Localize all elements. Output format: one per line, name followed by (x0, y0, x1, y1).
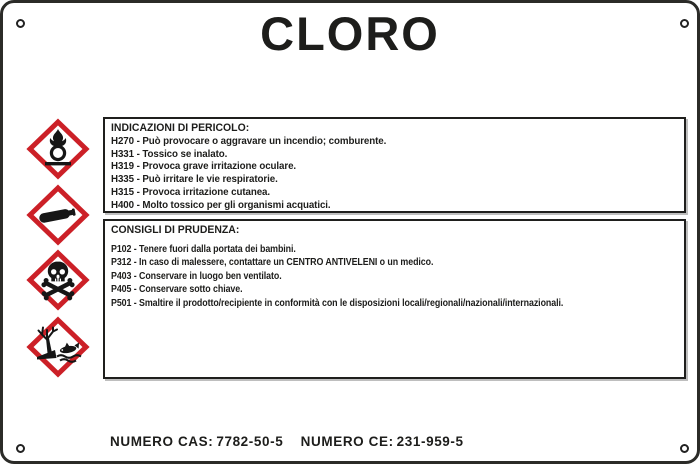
hazard-statement: H270 - Può provocare o aggravare un incendio; comburente. (111, 134, 387, 147)
cas-number-label: NUMERO CAS: (110, 434, 214, 449)
precaution-box-header: CONSIGLI DI PRUDENZA: (111, 224, 240, 236)
flame-over-circle-icon (26, 118, 90, 180)
registry-numbers (110, 434, 464, 449)
skull-and-crossbones-icon (26, 249, 90, 311)
hazard-statement: H331 - Tossico se inalato. (111, 147, 228, 160)
hazard-statement: H335 - Può irritare le vie respiratorie. (111, 173, 278, 186)
ce-number-value: 231-959-5 (396, 434, 464, 449)
hazard-statement: H400 - Molto tossico per gli organismi acquatici. (111, 198, 331, 211)
hazard-statement: H319 - Provoca grave irritazione oculare. (111, 160, 297, 173)
precaution-statement: P102 - Tenere fuori dalla portata dei bambini. (111, 243, 296, 255)
precaution-statement: P403 - Conservare in luogo ben ventilato. (111, 269, 282, 282)
page-title: CLORO (260, 7, 440, 60)
precaution-statements-box (103, 219, 686, 379)
gas-cylinder-icon (26, 184, 90, 246)
ce-number-label: NUMERO CE: (300, 434, 394, 449)
precaution-statement: P312 - In caso di malessere, contattare un CENTRO ANTIVELENI o un medico. (111, 256, 434, 269)
screw-hole-bottom-left (16, 444, 25, 453)
hazard-statements-box (103, 117, 686, 213)
cas-number-value: 7782-50-5 (216, 434, 284, 449)
precaution-statement: P405 - Conservare sotto chiave. (111, 283, 243, 296)
precaution-statement: P501 - Smaltire il prodotto/recipiente in conformità con le disposizioni locali/regionali/nazionali/internazionali. (111, 296, 564, 309)
hazard-box-header: INDICAZIONI DI PERICOLO: (111, 122, 250, 134)
hazard-statement: H315 - Provoca irritazione cutanea. (111, 185, 271, 198)
screw-hole-bottom-right (680, 444, 689, 453)
dead-tree-and-fish-icon (26, 316, 90, 378)
